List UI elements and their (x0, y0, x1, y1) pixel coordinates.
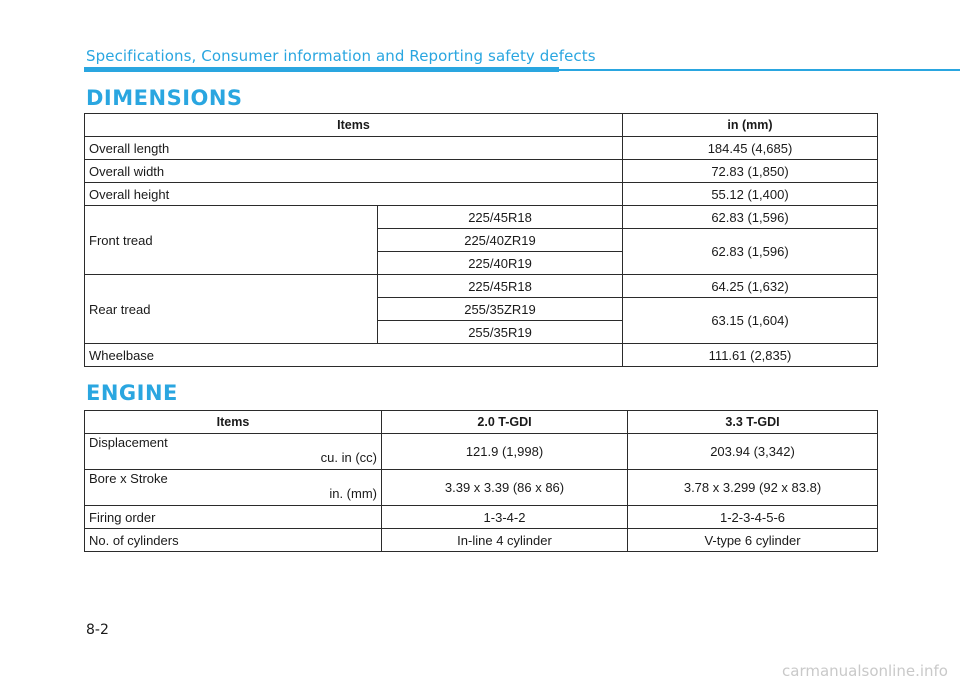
row-label: Firing order (85, 506, 382, 529)
tire-size: 225/45R18 (378, 275, 623, 298)
col-header-items: Items (85, 114, 623, 137)
row-label: No. of cylinders (85, 529, 382, 552)
dimensions-title: DIMENSIONS (86, 86, 243, 110)
watermark: carmanualsonline.info (782, 662, 948, 680)
row-value: 72.83 (1,850) (623, 160, 878, 183)
table-row (85, 434, 878, 470)
tire-size: 225/45R18 (378, 206, 623, 229)
table-row (85, 344, 878, 367)
table-row (85, 529, 878, 552)
value-2-0: 3.39 x 3.39 (86 x 86) (382, 470, 628, 506)
table-row (85, 160, 878, 183)
row-label: Displacement (89, 435, 168, 450)
tire-size: 225/40ZR19 (378, 229, 623, 252)
col-header-unit: in (mm) (623, 114, 878, 137)
table-row (85, 137, 878, 160)
row-label: Overall width (85, 160, 623, 183)
table-header-row (85, 411, 878, 434)
row-label: Rear tread (85, 275, 378, 344)
value-2-0: 1-3-4-2 (382, 506, 628, 529)
row-value: 62.83 (1,596) (623, 206, 878, 229)
value-3-3: 1-2-3-4-5-6 (628, 506, 878, 529)
tire-size: 255/35R19 (378, 321, 623, 344)
engine-table (84, 410, 878, 552)
dimensions-table (84, 113, 878, 367)
page-number: 8-2 (86, 622, 109, 638)
value-2-0: 121.9 (1,998) (382, 434, 628, 470)
value-2-0: In-line 4 cylinder (382, 529, 628, 552)
row-value: 184.45 (4,685) (623, 137, 878, 160)
row-value: 62.83 (1,596) (623, 229, 878, 275)
row-label-with-unit (85, 470, 382, 506)
value-3-3: 3.78 x 3.299 (92 x 83.8) (628, 470, 878, 506)
table-row (85, 183, 878, 206)
table-row (85, 206, 878, 229)
row-label: Front tread (85, 206, 378, 275)
row-label: Overall height (85, 183, 623, 206)
row-value: 63.15 (1,604) (623, 298, 878, 344)
table-header-row (85, 114, 878, 137)
row-label: Bore x Stroke (89, 471, 168, 486)
col-header-3-3-tgdi: 3.3 T-GDI (628, 411, 878, 434)
table-row (85, 506, 878, 529)
row-value: 111.61 (2,835) (623, 344, 878, 367)
row-value: 55.12 (1,400) (623, 183, 878, 206)
row-label: Wheelbase (85, 344, 623, 367)
header-rule-thin (559, 69, 960, 71)
row-label: Overall length (85, 137, 623, 160)
section-header-title: Specifications, Consumer information and Reporting safety defects (86, 47, 596, 65)
row-unit: in. (mm) (329, 486, 377, 501)
tire-size: 255/35ZR19 (378, 298, 623, 321)
col-header-items: Items (85, 411, 382, 434)
value-3-3: V-type 6 cylinder (628, 529, 878, 552)
table-row (85, 275, 878, 298)
tire-size: 225/40R19 (378, 252, 623, 275)
row-label-with-unit (85, 434, 382, 470)
header-rule-thick (84, 67, 559, 72)
row-value: 64.25 (1,632) (623, 275, 878, 298)
table-row (85, 470, 878, 506)
engine-title: ENGINE (86, 381, 178, 405)
value-3-3: 203.94 (3,342) (628, 434, 878, 470)
row-unit: cu. in (cc) (320, 450, 377, 465)
col-header-2-0-tgdi: 2.0 T-GDI (382, 411, 628, 434)
